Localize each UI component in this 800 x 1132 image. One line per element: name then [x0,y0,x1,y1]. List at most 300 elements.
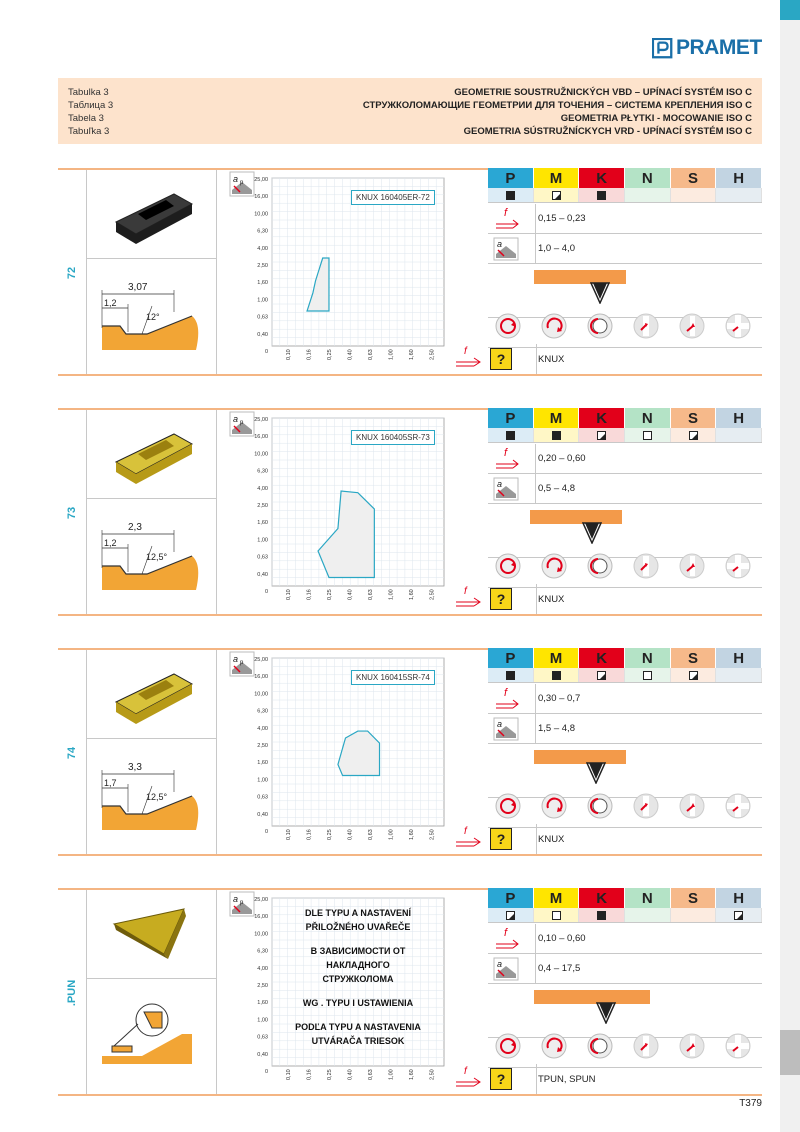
x-tick-label: 1,60 [409,589,415,600]
page-number: T379 [739,1098,762,1109]
x-tick-label: 1,00 [388,1069,395,1080]
suitability-half-icon [506,911,515,920]
geometry-id [58,410,86,616]
y-tick-label: 4,00 [257,245,268,252]
chipbreaking-chart [228,410,490,616]
back-facing-icon [678,1032,706,1060]
side-tab-current[interactable] [780,1030,800,1075]
suitability-full-icon [552,671,561,680]
suitability-full-icon [506,191,515,200]
header-title-line: GEOMETRIA PŁYTKI - MOCOWANIE ISO C [560,113,752,124]
question-icon: ? [490,828,512,850]
x-tick-label: 0,16 [306,829,313,840]
header-titles [363,86,752,138]
y-tick-label: 0,63 [257,1034,268,1041]
suitability-row [488,908,762,923]
suitability-cell [534,188,580,202]
profiling-icon [540,1032,568,1060]
svg-text:f: f [504,207,508,219]
divider [86,650,87,854]
facing-icon [632,1032,660,1060]
back-facing-icon [678,312,706,340]
svg-text:12,5°: 12,5° [146,552,168,562]
material-group-p: P [488,408,534,428]
feed-icon [488,444,536,474]
x-tick-label: 0,16 [306,589,313,600]
x-tick-label: 0,10 [286,829,292,840]
y-tick-label: 0,40 [257,1051,268,1058]
depth-range: 1,5 – 4,8 [538,723,575,734]
y-axis-sub: p [240,420,244,426]
back-facing-icon [678,792,706,820]
material-table [488,168,762,203]
divider [216,410,217,614]
svg-text:3,3: 3,3 [128,762,142,773]
y-tick-label: 25,00 [254,177,268,183]
y-tick-label: 1,00 [257,297,268,304]
y-tick-label: 6,30 [257,708,268,715]
material-group-m: M [534,168,580,188]
feed-range: 0,15 – 0,23 [538,213,586,224]
header-table-labels [68,86,113,138]
y-tick-label: 6,30 [257,948,268,955]
divider [536,344,537,374]
suitability-full-icon [506,431,515,440]
x-tick-label: 0,25 [327,1069,333,1080]
insert-profile-sketch [92,504,212,599]
suitability-row [488,188,762,203]
feed-range: 0,20 – 0,60 [538,453,586,464]
suitability-cell [534,668,580,682]
geometry-block [58,648,762,856]
insert-image [94,174,214,259]
suitability-half-icon [689,671,698,680]
x-axis-label: f [464,346,467,357]
chipbreaking-chart [228,650,490,856]
y-tick-label: 1,60 [257,1000,268,1007]
suitability-cell [579,428,625,442]
insert-type-note: KNUX [538,594,565,605]
internal-turning-icon [586,792,614,820]
depth-of-cut-icon [488,234,536,264]
header-left-line: Таблица 3 [68,100,114,111]
suitability-cell [625,188,671,202]
header-title-line: СТРУЖКОЛОМАЮЩИЕ ГЕОМЕТРИИ ДЛЯ ТОЧЕНИЯ – СИСТЕМА КРЕПЛЕНИЯ ISO C [362,100,752,111]
svg-text:a: a [497,239,503,249]
x-tick-label: 0,63 [368,349,374,360]
y-tick-label: 0 [264,829,268,835]
x-tick-label: 0,40 [347,829,354,840]
geometry-label: KNUX 160405SR-73 [351,430,435,445]
suitability-cell [625,428,671,442]
suitability-cell [534,908,580,922]
geometry-id [58,890,86,1096]
grooving-icon [724,1032,752,1060]
material-group-h: H [716,648,762,668]
x-tick-label: 0,10 [286,589,292,600]
facing-icon [632,792,660,820]
material-group-s: S [671,408,717,428]
facing-icon [632,312,660,340]
insert-profile-sketch [92,984,212,1079]
external-turning-icon [494,312,522,340]
x-tick-label: 0,16 [306,1069,313,1080]
y-tick-label: 1,00 [257,1017,268,1024]
suitability-cell [488,908,534,922]
x-tick-label: 0,25 [327,589,333,600]
depth-of-cut-icon [488,714,536,744]
svg-text:a: a [497,479,503,489]
svg-text:3,07: 3,07 [128,282,148,293]
suitability-cell [625,908,671,922]
x-tick-label: 0,40 [347,1069,354,1080]
suitability-half-icon [734,911,743,920]
facing-icon [632,552,660,580]
y-tick-label: 2,50 [257,743,268,749]
y-tick-label: 0,40 [257,811,268,818]
y-tick-label: 2,50 [257,263,268,269]
material-group-m: M [534,648,580,668]
depth-of-cut-icon [488,474,536,504]
geometry-id [58,170,86,376]
x-tick-label: 0,25 [327,349,333,360]
suitability-half-icon [597,671,606,680]
suitability-full-icon [506,671,515,680]
external-turning-icon [494,792,522,820]
x-tick-label: 2,50 [429,829,436,840]
back-facing-icon [678,552,706,580]
side-tab-active[interactable] [780,0,800,20]
y-axis-sub: p [240,180,244,186]
y-axis-sub: p [240,900,244,906]
divider [86,890,87,1094]
material-group-n: N [625,648,671,668]
profiling-icon [540,792,568,820]
x-tick-label: 2,50 [429,1069,436,1080]
note-row [488,1064,762,1094]
geometry-id-label: 74 [66,746,78,760]
geometry-id-label: 73 [66,506,78,520]
depth-row [488,954,762,984]
geometry-block [58,888,762,1096]
insert-type-note: KNUX [538,354,565,365]
grooving-icon [724,312,752,340]
divider [216,650,217,854]
y-tick-label: 4,00 [257,965,268,972]
pun-note-line: НАКЛАДНОГО [326,960,390,970]
svg-text:f: f [504,447,508,459]
svg-text:a: a [497,719,503,729]
note-row [488,824,762,854]
feed-row [488,444,762,474]
depth-row [488,714,762,744]
material-table [488,408,762,443]
chipbreaking-chart [228,890,490,1096]
suitability-half-icon [597,431,606,440]
y-tick-label: 10,00 [254,211,268,218]
suitability-cell [488,188,534,202]
material-group-m: M [534,888,580,908]
feed-axis-icon [456,586,480,606]
pun-note-line: PODĽA TYPU A NASTAVENIA [295,1022,421,1032]
suitability-cell [671,428,717,442]
feed-icon [488,204,536,234]
feed-axis-icon [456,346,480,366]
svg-text:1,2: 1,2 [104,298,117,308]
internal-turning-icon [586,1032,614,1060]
divider [86,410,87,614]
operation-icons-row [488,304,762,348]
y-tick-label: 25,00 [254,417,268,423]
suitability-cell [488,428,534,442]
suitability-empty-icon [643,671,652,680]
material-group-n: N [625,408,671,428]
internal-turning-icon [586,312,614,340]
y-tick-label: 0 [264,1069,268,1075]
pun-note-line: WG . TYPU I USTAWIENIA [302,998,414,1008]
x-tick-label: 0,63 [368,829,374,840]
divider [216,170,217,374]
y-tick-label: 0 [264,589,268,595]
x-axis-label: f [464,586,467,597]
grooving-icon [724,792,752,820]
suitability-cell [579,908,625,922]
material-group-n: N [625,888,671,908]
feed-range: 0,30 – 0,7 [538,693,581,704]
y-tick-label: 0,63 [257,314,268,321]
geometry-label: KNUX 160405ER-72 [351,190,435,205]
y-axis-label: a [233,414,239,424]
divider [536,584,537,614]
x-tick-label: 2,50 [429,349,436,360]
y-tick-label: 2,50 [257,503,268,509]
material-group-p: P [488,888,534,908]
header-title-line: GEOMETRIE SOUSTRUŽNICKÝCH VBD – UPÍNACÍ SYSTÉM ISO C [454,87,752,98]
header-left-line: Tabulka 3 [68,87,109,98]
material-group-h: H [716,408,762,428]
insert-type-note: TPUN, SPUN [538,1074,596,1085]
svg-text:1,2: 1,2 [104,538,117,548]
feed-icon [488,924,536,954]
material-header-row [488,168,762,188]
suitability-full-icon [597,191,606,200]
x-tick-label: 0,63 [368,589,374,600]
material-header-row [488,648,762,668]
material-header-row [488,888,762,908]
chipbreaking-chart [228,170,490,376]
y-tick-label: 25,00 [254,897,268,903]
profiling-icon [540,552,568,580]
material-group-h: H [716,168,762,188]
operation-icons-row [488,1024,762,1068]
x-tick-label: 0,10 [286,1069,292,1080]
x-tick-label: 0,25 [327,829,333,840]
suitability-full-icon [597,911,606,920]
side-tab-strip [780,0,800,1132]
geometry-id [58,650,86,856]
pun-note-line: В ЗАВИСИМОСТИ ОТ [310,946,406,956]
suitability-empty-icon [643,431,652,440]
material-group-s: S [671,888,717,908]
y-tick-label: 16,00 [254,914,268,921]
material-group-p: P [488,168,534,188]
material-group-k: K [579,888,625,908]
ap-axis-icon [230,652,254,676]
geometry-label: KNUX 160415SR-74 [351,670,435,685]
header-left-line: Tabuľka 3 [68,126,110,137]
x-tick-label: 1,00 [388,829,395,840]
suitability-cell [488,668,534,682]
y-axis-label: a [233,654,239,664]
divider [536,1064,537,1094]
y-axis-sub: p [240,660,244,666]
y-tick-label: 1,00 [257,537,268,544]
question-icon: ? [490,348,512,370]
suitability-cell [579,668,625,682]
suitability-row [488,668,762,683]
depth-range: 0,4 – 17,5 [538,963,581,974]
x-tick-label: 1,00 [388,349,395,360]
insert-image [94,894,214,979]
y-tick-label: 4,00 [257,485,268,492]
y-tick-label: 6,30 [257,468,268,475]
suitability-cell [716,668,762,682]
x-tick-label: 0,10 [286,349,292,360]
depth-range: 0,5 – 4,8 [538,483,575,494]
svg-text:1,7: 1,7 [104,778,117,788]
material-group-k: K [579,648,625,668]
x-tick-label: 0,16 [306,349,313,360]
svg-text:12,5°: 12,5° [146,792,168,802]
suitability-cell [671,668,717,682]
x-tick-label: 0,40 [347,349,354,360]
depth-of-cut-icon [488,954,536,984]
application-range-bar [534,270,626,284]
suitability-cell [671,908,717,922]
suitability-cell [534,428,580,442]
y-tick-label: 25,00 [254,657,268,663]
material-group-k: K [579,408,625,428]
feed-range: 0,10 – 0,60 [538,933,586,944]
header-title-line: GEOMETRIA SÚSTRUŽNÍCKYCH VRD - UPÍNACÍ SYSTÉM ISO C [463,126,752,137]
x-tick-label: 2,50 [429,589,436,600]
depth-range: 1,0 – 4,0 [538,243,575,254]
suitability-full-icon [552,431,561,440]
application-range-bar [534,990,650,1004]
external-turning-icon [494,552,522,580]
y-tick-label: 6,30 [257,228,268,235]
header-box [58,78,762,144]
insert-type-note: KNUX [538,834,565,845]
external-turning-icon [494,1032,522,1060]
y-axis-label: a [233,894,239,904]
insert-profile-sketch [92,264,212,359]
y-tick-label: 10,00 [254,451,268,458]
y-tick-label: 0,40 [257,331,268,338]
suitability-cell [671,188,717,202]
geometry-block [58,168,762,376]
profiling-icon [540,312,568,340]
x-tick-label: 0,40 [347,589,354,600]
pun-note-line: DLE TYPU A NASTAVENÍ [304,908,411,918]
pramet-logo-icon [652,38,674,60]
svg-text:2,3: 2,3 [128,522,142,533]
y-axis-label: a [233,174,239,184]
insert-profile-sketch [92,744,212,839]
feed-icon [488,684,536,714]
application-range-bar [530,510,622,524]
suitability-empty-icon [552,911,561,920]
feed-row [488,204,762,234]
ap-axis-icon [230,172,254,196]
material-group-k: K [579,168,625,188]
pun-note-line: PŘILOŽNÉHO UVAŘEČE [305,922,411,932]
svg-text:a: a [497,959,503,969]
x-axis-label: f [464,826,467,837]
x-tick-label: 1,60 [409,349,415,360]
material-table [488,888,762,923]
feed-row [488,684,762,714]
depth-row [488,474,762,504]
y-tick-label: 10,00 [254,931,268,938]
note-row [488,344,762,374]
x-tick-label: 1,60 [409,1069,415,1080]
feed-axis-icon [456,1066,480,1086]
y-tick-label: 0 [264,349,268,355]
y-tick-label: 16,00 [254,194,268,201]
divider [86,170,87,374]
operation-icons-row [488,544,762,588]
x-axis-label: f [464,1066,467,1077]
x-tick-label: 0,63 [368,1069,374,1080]
internal-turning-icon [586,552,614,580]
note-row [488,584,762,614]
suitability-cell [579,188,625,202]
geometry-id-label: .PUN [66,979,78,1007]
grooving-icon [724,552,752,580]
material-header-row [488,408,762,428]
operation-icons-row [488,784,762,828]
svg-text:f: f [504,687,508,699]
suitability-cell [625,668,671,682]
feed-row [488,924,762,954]
y-tick-label: 16,00 [254,434,268,441]
svg-text:f: f [504,927,508,939]
suitability-cell [716,428,762,442]
header-left-line: Tabela 3 [68,113,104,124]
divider [216,890,217,1094]
y-tick-label: 16,00 [254,674,268,681]
geometry-block [58,408,762,616]
x-tick-label: 1,00 [388,589,395,600]
suitability-cell [716,188,762,202]
material-group-s: S [671,648,717,668]
question-icon: ? [490,1068,512,1090]
y-tick-label: 1,60 [257,280,268,287]
suitability-row [488,428,762,443]
question-icon: ? [490,588,512,610]
y-tick-label: 0,63 [257,554,268,561]
feed-axis-icon [456,826,480,846]
insert-image [94,654,214,739]
y-tick-label: 2,50 [257,983,268,989]
y-tick-label: 1,00 [257,777,268,784]
y-tick-label: 10,00 [254,691,268,698]
y-tick-label: 0,63 [257,794,268,801]
material-table [488,648,762,683]
y-tick-label: 0,40 [257,571,268,578]
brand-name: PRAMET [676,36,762,59]
